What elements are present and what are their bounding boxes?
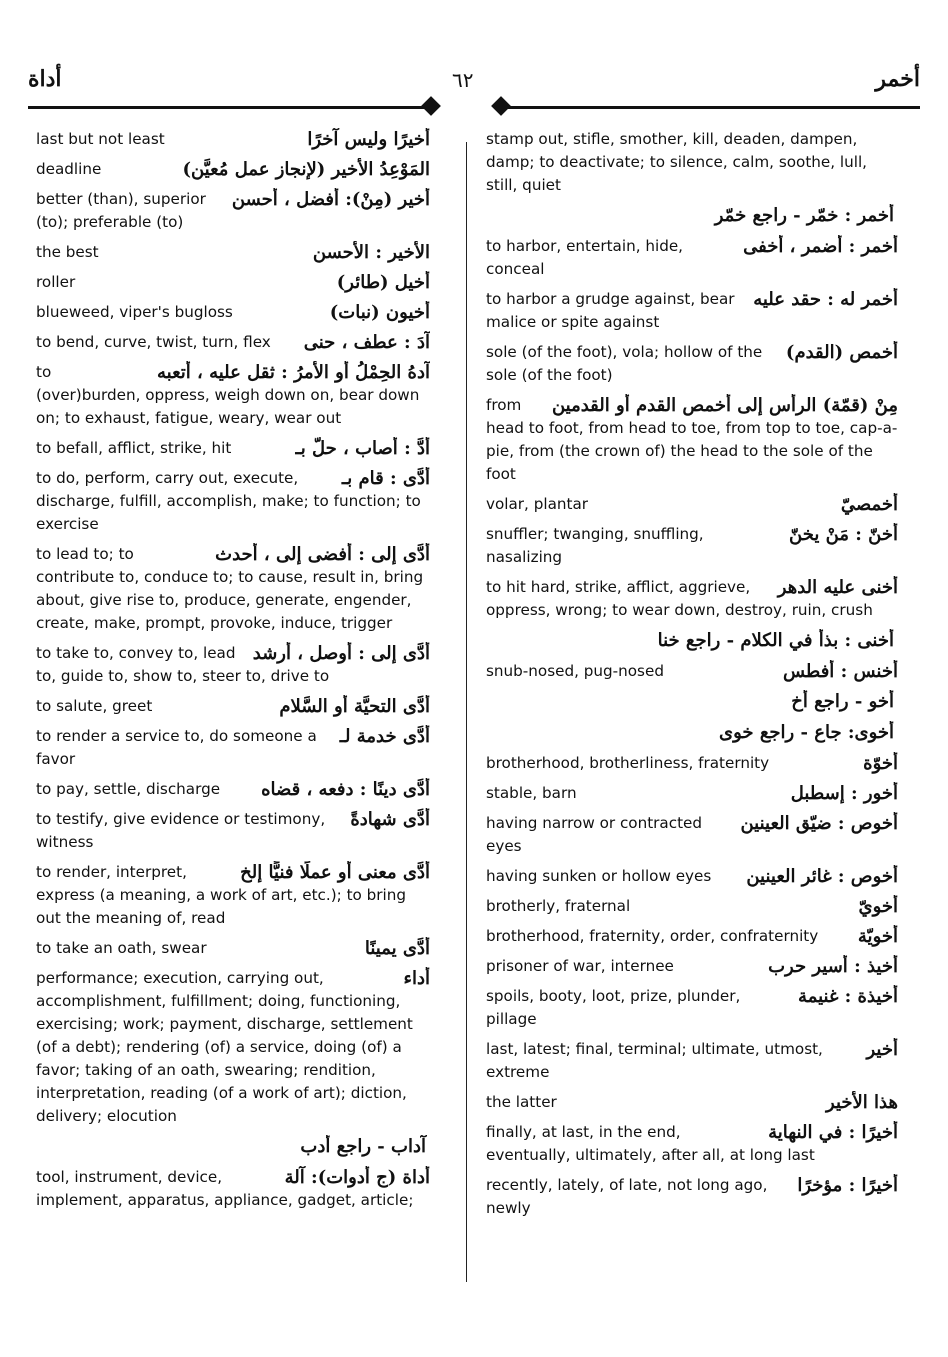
english-definition: brotherhood, fraternity, order, confraternity — [486, 927, 819, 945]
arabic-headword: أخوص : ضيّق العينين — [740, 813, 898, 834]
english-definition: brotherhood, brotherliness, fraternity — [486, 754, 770, 772]
english-definition: to take an oath, swear — [36, 939, 207, 957]
english-definition: to harbor a grudge against, bear malice or spite against — [486, 290, 735, 331]
english-definition: from head to foot, from head to toe, from top to toe, cap-a-pie, from (the crown of) the head to the sole of the foot — [486, 396, 898, 483]
english-definition: roller — [36, 273, 76, 291]
dictionary-entry — [486, 493, 898, 516]
dictionary-entry — [486, 1121, 898, 1167]
dictionary-entry — [36, 543, 430, 635]
arabic-headword: أخوص : غائر العينين — [746, 866, 898, 887]
arabic-headword: أخيرًا : مؤخرًا — [797, 1175, 898, 1196]
arabic-headword: آداب - راجع أدب — [300, 1136, 426, 1157]
dictionary-entry — [486, 690, 898, 714]
english-definition: to hit hard, strike, afflict, aggrieve, oppress, wrong; to wear down, destroy, ruin, crush — [486, 578, 873, 619]
dictionary-entry — [486, 925, 898, 948]
dictionary-entry — [36, 937, 430, 960]
english-definition: to befall, afflict, strike, hit — [36, 439, 232, 457]
dictionary-entry — [36, 188, 430, 234]
dictionary-entry — [36, 128, 430, 151]
dictionary-entry — [36, 271, 430, 294]
arabic-headword: أخمر له : حقد عليه — [753, 289, 898, 310]
arabic-headword: أخير — [866, 1039, 898, 1060]
english-definition: snuffler; twanging, snuffling, nasalizing — [486, 525, 704, 566]
english-definition: tool, instrument, device, implement, apparatus, appliance, gadget, article; — [36, 1168, 414, 1209]
arabic-headword: أدَّى يمينًا — [364, 938, 430, 959]
dictionary-entry — [36, 967, 430, 1128]
arabic-headword: هذا الأخير — [826, 1092, 898, 1113]
right-column — [486, 128, 898, 1227]
arabic-headword: أدَّى شهادةً — [350, 809, 430, 830]
english-definition: having sunken or hollow eyes — [486, 867, 712, 885]
english-definition: to bend, curve, twist, turn, flex — [36, 333, 271, 351]
arabic-headword: أخنّ : مَنْ يخنّ — [789, 524, 898, 545]
arabic-headword: أخيون (نبات) — [329, 302, 430, 323]
arabic-headword: أخمص (القدم) — [785, 342, 898, 363]
arabic-headword: أدَّى معنى أو عملًا فنيًّا إلخ — [240, 862, 430, 883]
dictionary-entry — [486, 204, 898, 228]
dictionary-entry — [486, 288, 898, 334]
dictionary-entry — [486, 985, 898, 1031]
english-definition: recently, lately, of late, not long ago, newly — [486, 1176, 768, 1217]
dictionary-entry — [36, 861, 430, 930]
dictionary-entry — [36, 642, 430, 688]
arabic-headword: أخور : إسطبل — [790, 783, 898, 804]
dictionary-entry — [486, 812, 898, 858]
english-definition: to render, interpret, express (a meaning, a work of art, etc.); to bring out the meaning of, read — [36, 863, 407, 927]
english-definition: stable, barn — [486, 784, 577, 802]
dictionary-entry — [486, 660, 898, 683]
arabic-headword: أخو - راجع أخ — [791, 691, 894, 712]
arabic-headword: أدَّ : أصاب ، حلَّ بـ — [295, 438, 430, 459]
dictionary-entry — [36, 778, 430, 801]
dictionary-entry — [36, 1166, 430, 1212]
dictionary-entry — [36, 361, 430, 430]
arabic-headword: أخنى عليه الدهر — [777, 577, 898, 598]
english-definition: finally, at last, in the end, eventually, ultimately, after all, at long last — [486, 1123, 815, 1164]
english-definition: last, latest; final, terminal; ultimate, utmost, extreme — [486, 1040, 823, 1081]
english-definition: better (than), superior (to); preferable (to) — [36, 190, 206, 231]
dictionary-entry — [486, 629, 898, 653]
dictionary-entry — [486, 955, 898, 978]
dictionary-entry — [486, 1174, 898, 1220]
english-definition: having narrow or contracted eyes — [486, 814, 703, 855]
arabic-headword: أداة (ج أدوات): آلة — [284, 1167, 430, 1188]
dictionary-entry — [36, 808, 430, 854]
arabic-headword: المَوْعِدُ الأخير (لإنجاز عمل مُعيَّن) — [182, 159, 430, 180]
english-definition: snub-nosed, pug-nosed — [486, 662, 664, 680]
english-definition: the best — [36, 243, 99, 261]
arabic-headword: أخويّة — [857, 926, 898, 947]
english-definition: last but not least — [36, 130, 165, 148]
english-definition: to pay, settle, discharge — [36, 780, 221, 798]
arabic-headword: أخوى: جاع - راجع خوى — [719, 722, 894, 743]
english-definition: deadline — [36, 160, 102, 178]
arabic-headword: أخنى : بذأ في الكلام - راجع خنا — [657, 630, 894, 651]
english-definition: spoils, booty, loot, prize, plunder, pillage — [486, 987, 741, 1028]
arabic-headword: أخويّ — [858, 896, 898, 917]
dictionary-entry — [486, 782, 898, 805]
dictionary-entry — [36, 1135, 430, 1159]
dictionary-entry — [36, 241, 430, 264]
arabic-headword: أخنس : أفطس — [782, 661, 898, 682]
english-definition: performance; execution, carrying out, accomplishment, fulfillment; doing, functioning, exercising; work; payment, discharge, settlement (of a debt); rendering (of) a service, doing (of) a favor; taking of an oath, swearing; rendition, interpretation, reading (of a work of art); diction, delivery; elocution — [36, 969, 413, 1125]
dictionary-entry — [486, 128, 898, 197]
header-left-guide-word: أداة — [28, 66, 62, 92]
english-definition: volar, plantar — [486, 495, 589, 513]
arabic-headword: أدَّى دينًا : دفعه ، قضاه — [261, 779, 430, 800]
dictionary-entry — [36, 467, 430, 536]
arabic-headword: أخمصيّ — [840, 494, 898, 515]
dictionary-entry — [486, 752, 898, 775]
english-definition: to (over)burden, oppress, weigh down on, bear down on; to exhaust, fatigue, weary, wear out — [36, 363, 420, 427]
arabic-headword: آدَ : عطف ، حنى — [303, 332, 430, 353]
dictionary-entry — [486, 1091, 898, 1114]
arabic-headword: أخوّة — [863, 753, 898, 774]
dictionary-entry — [36, 695, 430, 718]
arabic-headword: أدَّى إلى : أفضى إلى ، أحدث — [215, 544, 430, 565]
arabic-headword: أخيذ : أسير حرب — [768, 956, 898, 977]
dictionary-entry — [36, 437, 430, 460]
left-column — [36, 128, 430, 1219]
english-definition: to harbor, entertain, hide, conceal — [486, 237, 684, 278]
english-definition: prisoner of war, internee — [486, 957, 674, 975]
english-definition: brotherly, fraternal — [486, 897, 631, 915]
dictionary-entry — [486, 394, 898, 486]
dictionary-entry — [36, 301, 430, 324]
arabic-headword: مِنْ (قمّة) الرأس إلى أخمص القدم أو القدمين — [551, 395, 898, 416]
dictionary-entry — [486, 721, 898, 745]
dictionary-entry — [486, 1038, 898, 1084]
english-definition: to render a service to, do someone a favor — [36, 727, 317, 768]
english-definition: to testify, give evidence or testimony, witness — [36, 810, 326, 851]
dictionary-entry — [486, 895, 898, 918]
header-diamond-left — [421, 96, 441, 116]
dictionary-entry — [36, 725, 430, 771]
header-rule-left — [28, 106, 428, 109]
arabic-headword: أخيذة : غنيمة — [798, 986, 898, 1007]
header-rule-right — [506, 106, 920, 109]
dictionary-entry — [486, 341, 898, 387]
arabic-headword: أدَّى التحيَّة أو السَّلام — [279, 696, 430, 717]
english-definition: blueweed, viper's bugloss — [36, 303, 233, 321]
dictionary-entry — [486, 576, 898, 622]
dictionary-entry — [36, 158, 430, 181]
arabic-headword: أخيرًا وليس آخرًا — [307, 129, 430, 150]
arabic-headword: أدَّى إلى : أوصل ، أرشد — [252, 643, 430, 664]
arabic-headword: أدَّى خدمة لـ — [339, 726, 430, 747]
dictionary-entry — [486, 865, 898, 888]
arabic-headword: أخير (مِنْ): أفضل ، أحسن — [231, 189, 430, 210]
english-definition: stamp out, stifle, smother, kill, deaden, dampen, damp; to deactivate; to silence, calm, soothe, lull, still, quiet — [486, 130, 868, 194]
english-definition: sole (of the foot), vola; hollow of the sole (of the foot) — [486, 343, 763, 384]
arabic-headword: أخيل (طائر) — [336, 272, 430, 293]
arabic-headword: أدَّى : قام بـ — [341, 468, 430, 489]
arabic-headword: أخيرًا : في النهاية — [768, 1122, 898, 1143]
dictionary-entry — [36, 331, 430, 354]
page-number: ٦٢ — [452, 68, 474, 92]
english-definition: the latter — [486, 1093, 557, 1111]
dictionary-entry — [486, 523, 898, 569]
arabic-headword: أخمر : أضمر ، أخفى — [743, 236, 898, 257]
arabic-headword: أخمر : خمّر - راجع خمّر — [714, 205, 894, 226]
english-definition: to take to, convey to, lead to, guide to, show to, steer to, drive to — [36, 644, 330, 685]
arabic-headword: آدهُ الحِمْلُ أو الأمرُ : ثقل عليه ، أتعبه — [156, 362, 430, 383]
english-definition: to do, perform, carry out, execute, discharge, fulfill, accomplish, make; to function; to exercise — [36, 469, 421, 533]
column-divider — [466, 142, 467, 1282]
arabic-headword: أداء — [403, 968, 430, 989]
header-right-guide-word: أخمر — [875, 66, 920, 92]
english-definition: to salute, greet — [36, 697, 153, 715]
dictionary-entry — [486, 235, 898, 281]
arabic-headword: الأخير : الأحسن — [312, 242, 430, 263]
english-definition: to lead to; to contribute to, conduce to; to cause, result in, bring about, give rise to, produce, generate, engender, create, make, prompt, provoke, induce, trigger — [36, 545, 424, 632]
